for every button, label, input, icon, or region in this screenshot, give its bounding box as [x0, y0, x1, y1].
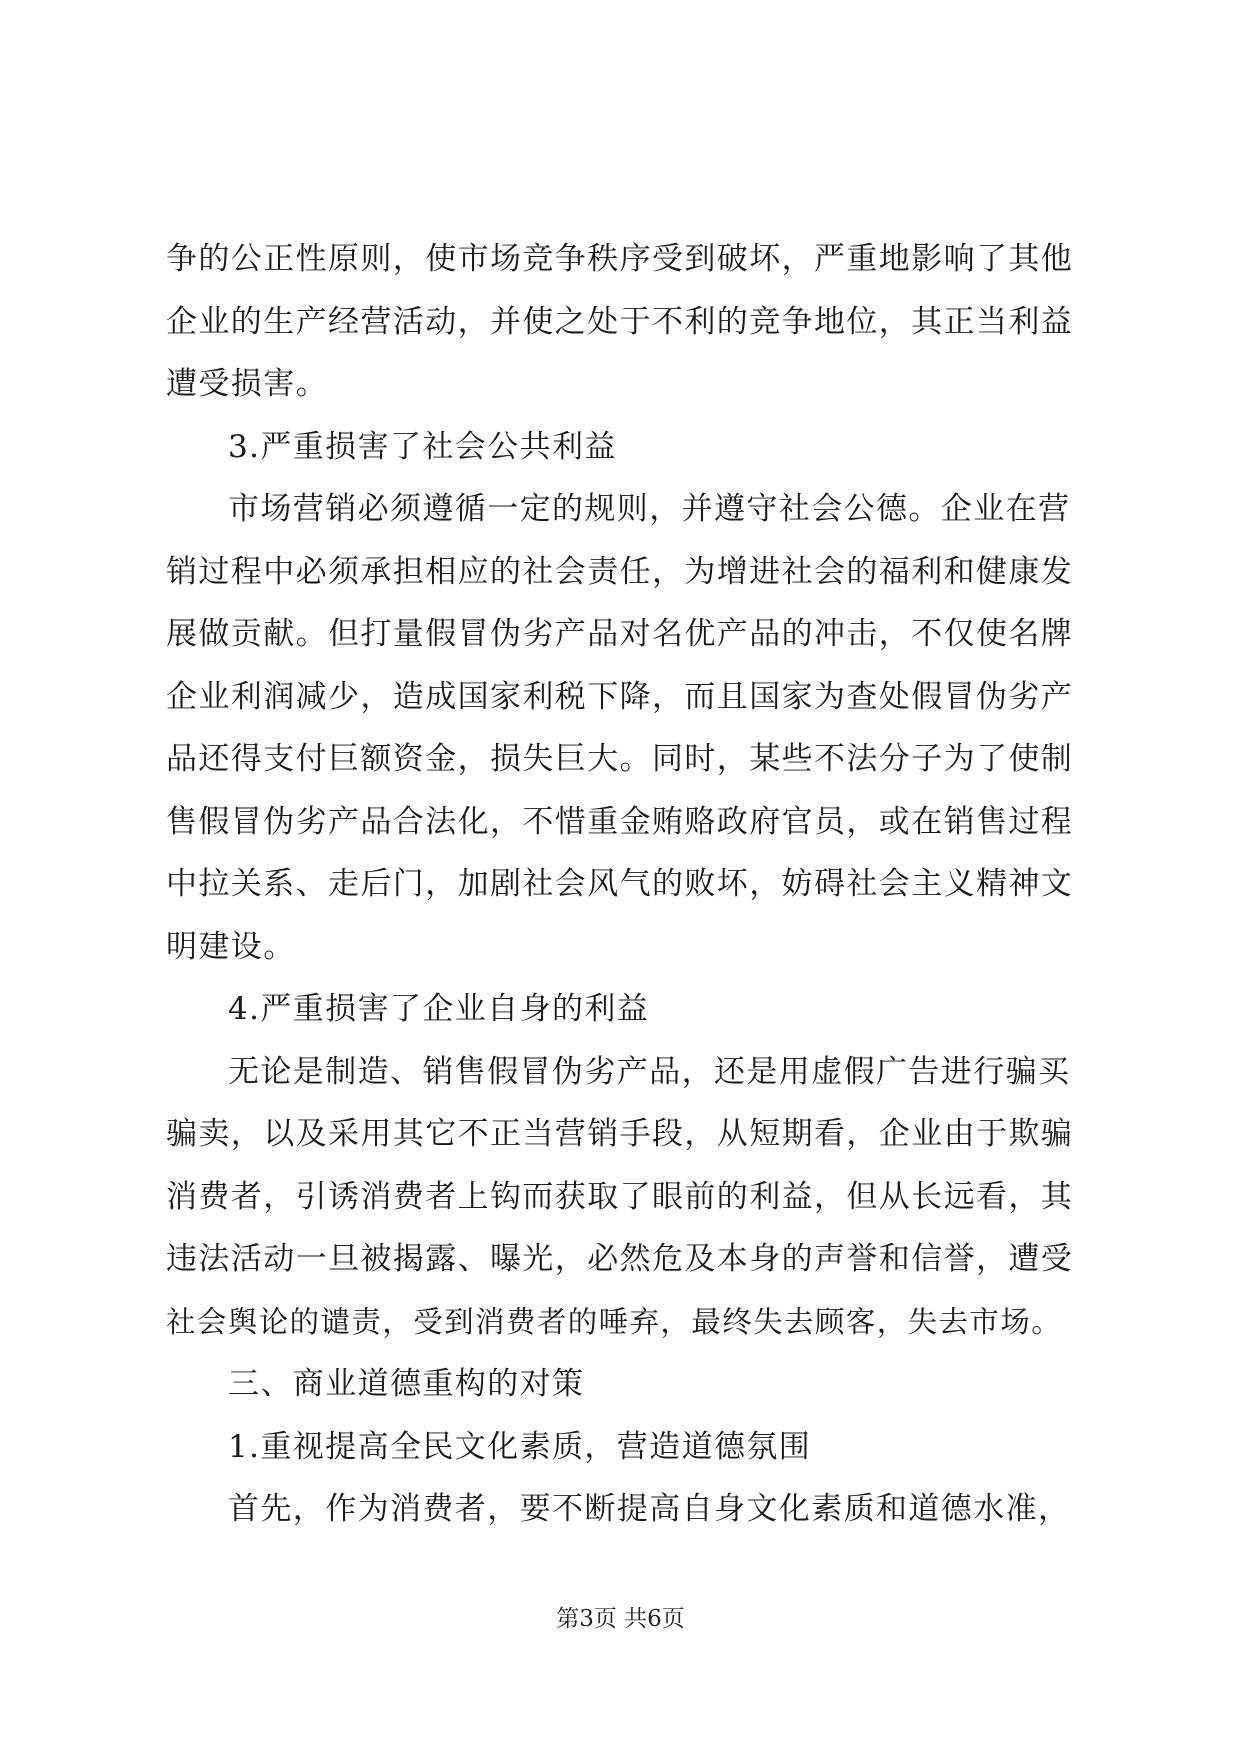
document-body — [166, 228, 1076, 1541]
text-line: 消费者，引诱消费者上钩而获取了眼前的利益，但从长远看，其 — [166, 1178, 1074, 1215]
text-line: 中拉关系、走后门，加剧社会风气的败坏，妨碍社会主义精神文 — [166, 866, 1074, 902]
text-line: 三、商业道德重构的对策 — [228, 1366, 585, 1402]
text-line: 无论是制造、销售假冒伪劣产品，还是用虚假广告进行骗买 — [228, 1053, 1071, 1090]
text-line: 争的公正性原则，使市场竞争秩序受到破坏，严重地影响了其他 — [166, 241, 1074, 277]
text-line: 3.严重损害了社会公共利益 — [228, 428, 617, 465]
text-line: 遭受损害。 — [166, 366, 328, 402]
text-line: 销过程中必须承担相应的社会责任，为增进社会的福利和健康发 — [166, 553, 1074, 590]
text-line: 品还得支付巨额资金，损失巨大。同时，某些不法分子为了使制 — [166, 741, 1074, 777]
text-line: 1.重视提高全民文化素质，营造道德氛围 — [228, 1428, 812, 1465]
page-footer: 第3页 共6页 — [556, 1606, 685, 1632]
text-line: 展做贡献。但打量假冒伪劣产品对名优产品的冲击，不仅使名牌 — [166, 616, 1074, 652]
text-line: 骗卖，以及采用其它不正当营销手段，从短期看，企业由于欺骗 — [166, 1116, 1074, 1152]
text-line: 4.严重损害了企业自身的利益 — [228, 991, 650, 1027]
text-line: 首先，作为消费者，要不断提高自身文化素质和道德水准， — [228, 1491, 1071, 1527]
text-line: 市场营销必须遵循一定的规则，并遵守社会公德。企业在营 — [228, 491, 1071, 527]
text-line: 售假冒伪劣产品合法化，不惜重金贿赂政府官员，或在销售过程 — [166, 803, 1074, 840]
text-line: 企业的生产经营活动，并使之处于不利的竞争地位，其正当利益 — [166, 303, 1074, 340]
text-line: 企业利润减少，造成国家利税下降，而且国家为查处假冒伪劣产 — [166, 678, 1074, 715]
text-line: 社会舆论的谴责，受到消费者的唾弃，最终失去顾客，失去市场。 — [166, 1304, 1063, 1339]
text-line: 明建设。 — [166, 928, 296, 965]
text-line: 违法活动一旦被揭露、曝光，必然危及本身的声誉和信誉，遭受 — [166, 1241, 1074, 1277]
